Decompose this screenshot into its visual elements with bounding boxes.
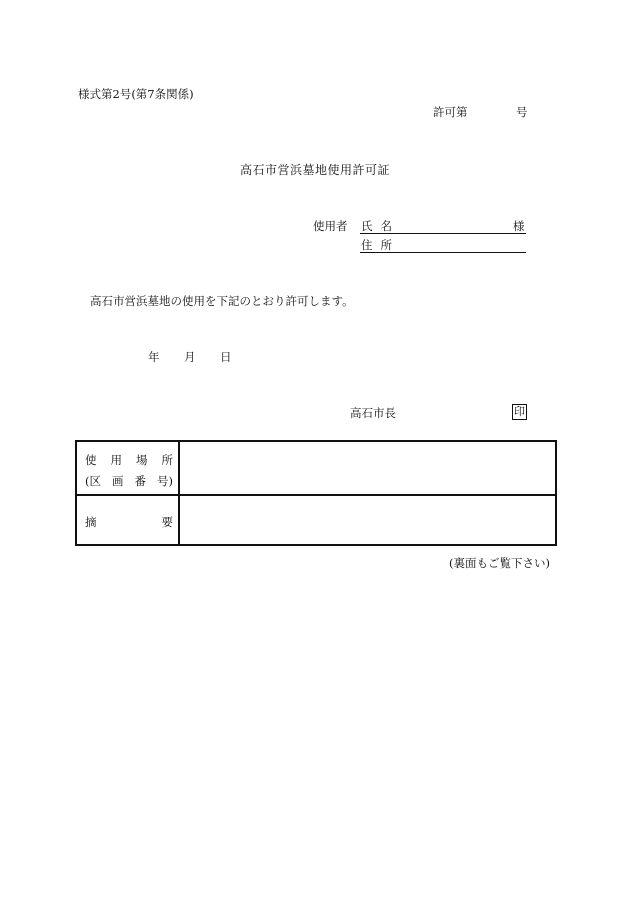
date-year: 年 [148,350,160,364]
detail-table [75,440,557,546]
remarks-label [85,514,173,530]
table-row-remarks [77,494,555,544]
date-day: 日 [220,350,232,364]
char: (区 [85,474,101,488]
char: 摘 [85,515,97,529]
issuer-title: 高石市長 [350,406,396,420]
char: 使 [85,453,97,467]
form-number: 様式第2号(第7条関係) [78,87,194,101]
char: 号) [157,474,173,488]
address-label: 住所 [361,238,400,252]
user-label: 使用者 [313,219,348,233]
document-title: 高石市営浜墓地使用許可証 [239,163,390,177]
permit-number-label: 許可第 [433,105,468,119]
honorific: 様 [513,219,525,233]
location-label-line2 [85,473,173,489]
name-label: 氏名 [361,219,400,233]
char: 場 [136,453,148,467]
seal-stamp-box: 印 [514,405,525,418]
permission-statement: 高石市営浜墓地の使用を下記のとおり許可します。 [90,294,354,308]
char: 画 [112,474,124,488]
char: 番 [134,474,146,488]
char: 用 [110,453,122,467]
column-divider [178,494,180,544]
column-divider [178,442,180,494]
back-side-note: (裏面もご覧下さい) [449,556,550,570]
char: 所 [161,453,173,467]
permit-number-suffix: 号 [516,105,528,119]
date-month: 月 [184,350,196,364]
table-row-location [77,442,555,496]
location-label-line1 [85,452,173,468]
char: 要 [161,515,173,529]
